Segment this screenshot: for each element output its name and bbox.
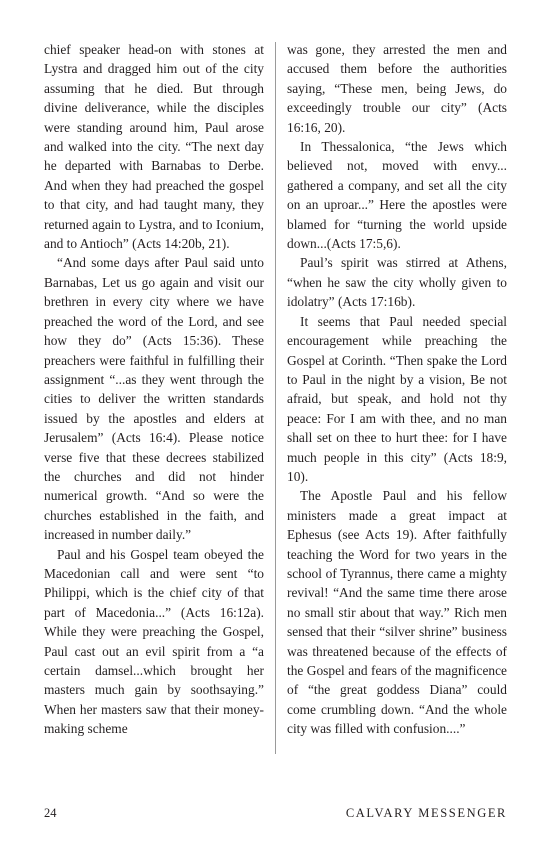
paragraph: It seems that Paul needed special encouragement while preaching the Gospel at Corinth. “Then spake the Lord to Paul in the night by a vision, Be not afraid, but speak, and hold not thy peace: For I am with thee, and no man shall set on thee to hurt thee: for I have much people in this city” (Acts 18:9, 10). [287, 313, 507, 484]
paragraph: “And some days after Paul said unto Barnabas, Let us go again and visit our brethren in every city where we have preached the word of the Lord, and see how they do” (Acts 15:36). These preachers were faithful in fulfilling their assignment “...as they went through the cities to deliver the written standards issued by the apostles and elders at Jerusalem” (Acts 16:4). Please notice verse five that these decrees stabilized the churches and did not hinder numerical growth. “And so were the churches established in the faith, and increased in number daily.” [44, 255, 264, 543]
paragraph: Paul and his Gospel team obeyed the Macedonian call and were sent “to Philippi, which is the chief city of that part of Macedonia...” (Acts 16:12a). While they were preaching the Gospel, Paul cast out an evil spirit from a “a certain damsel...which brought her masters much gain by soothsaying.” When her masters saw that their money-making scheme [44, 546, 264, 737]
running-head: CALVARY MESSENGER [345, 806, 507, 820]
paragraph: The Apostle Paul and his fellow ministers made a great impact at Ephesus (see Acts 19). After faithfully teaching the Word for two years in the school of Tyrannus, there came a mighty revival! “And the same time there arose no small stir about that way.” Rich men sensed that their “silver shrine” business was threatened because of the effects of the Gospel and fears of the magnificence of “the great goddess Diana” could come crumbling down. “And the whole city was filled with confusion....” [287, 488, 507, 737]
page-number: 24 [44, 806, 57, 820]
column-divider [275, 42, 276, 754]
paragraph: chief speaker head-on with stones at Lystra and dragged him out of the city assuming that he died. But through divine deliverance, while the disciples were standing around him, Paul arose and walked into the city. “The next day he departed with Barnabas to Derbe. And when they had preached the gospel to that city, and had taught many, they returned again to Lystra, and to Iconium, and to Antioch” (Acts 14:20b, 21). [44, 42, 264, 252]
paragraph: was gone, they arrested the men and accused them before the authorities saying, “These men, being Jews, do exceedingly trouble our city” (Acts 16:16, 20). [287, 42, 507, 135]
left-text-column [44, 40, 264, 739]
paragraph: Paul’s spirit was stirred at Athens, “when he saw the city wholly given to idolatry” (Acts 17:16b). [287, 255, 507, 310]
right-text-column [287, 40, 507, 739]
paragraph: In Thessalonica, “the Jews which believed not, moved with envy... gathered a company, and set all the city on an uproar...” Here the apostles were blamed for “turning the world upside down...(Acts 17:5,6). [287, 139, 507, 252]
